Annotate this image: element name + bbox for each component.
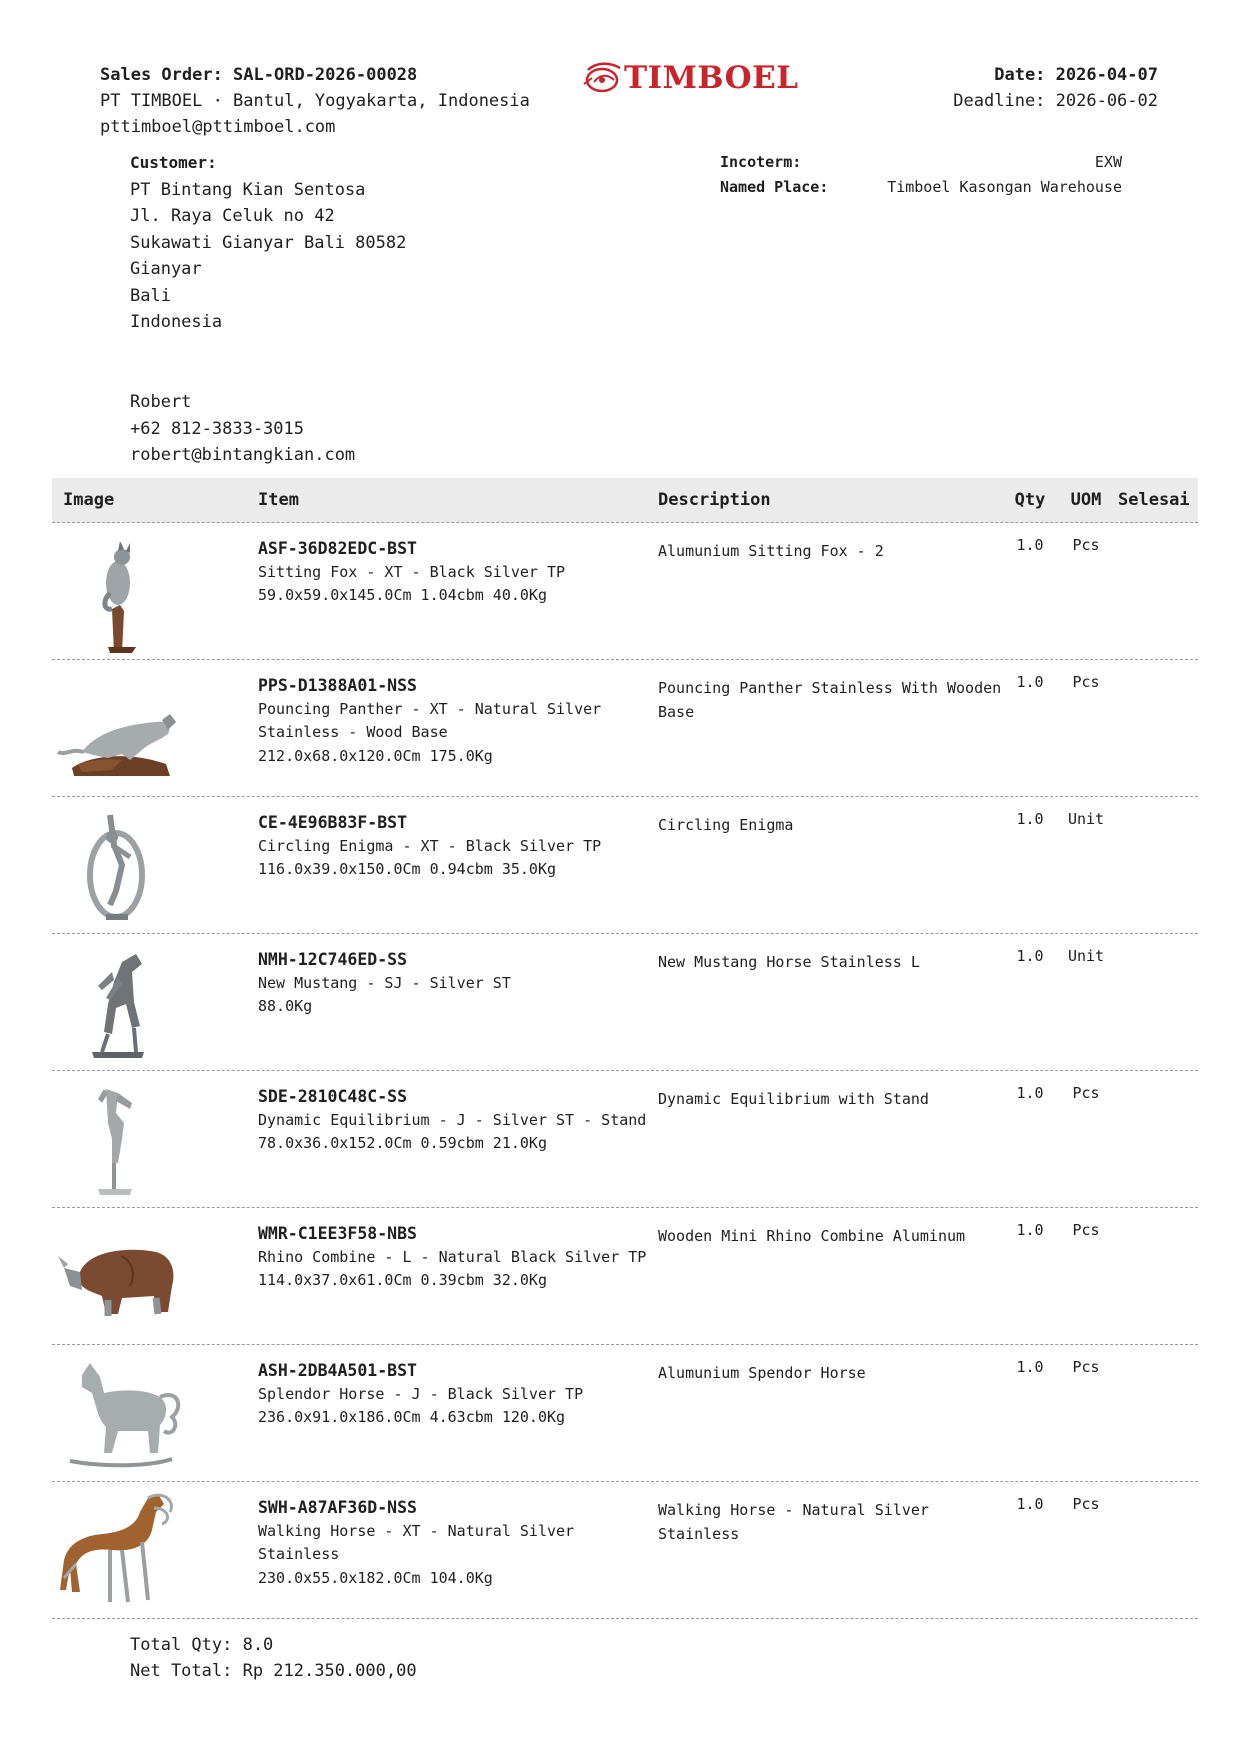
item-cell bbox=[258, 660, 658, 768]
net-total: Net Total: Rp 212.350.000,00 bbox=[130, 1661, 417, 1681]
order-dates bbox=[953, 62, 1158, 114]
item-image-cell bbox=[52, 1482, 258, 1618]
contact-phone: +62 812-3833-3015 bbox=[130, 418, 304, 439]
item-specs: 114.0x37.0x61.0Cm 0.39cbm 32.0Kg bbox=[258, 1271, 547, 1289]
item-qty: 1.0 bbox=[1016, 1495, 1044, 1513]
item-qty: 1.0 bbox=[1016, 673, 1044, 691]
item-description: Alumunium Sitting Fox - 2 bbox=[658, 542, 884, 560]
table-row bbox=[52, 1345, 1198, 1482]
customer-city: Gianyar bbox=[130, 259, 202, 279]
item-name: New Mustang - SJ - Silver ST bbox=[258, 973, 511, 992]
table-row bbox=[52, 934, 1198, 1071]
column-header-uom: UOM bbox=[1070, 490, 1102, 510]
customer-country: Indonesia bbox=[130, 312, 223, 332]
column-header-qty: Qty bbox=[1014, 490, 1046, 510]
customer-block bbox=[130, 150, 406, 336]
item-specs: 212.0x68.0x120.0Cm 175.0Kg bbox=[258, 746, 493, 765]
column-header-image: Image bbox=[63, 490, 115, 510]
item-image-cell bbox=[52, 1208, 258, 1344]
company-address: PT TIMBOEL · Bantul, Yogyakarta, Indonesia bbox=[100, 91, 530, 111]
item-cell bbox=[258, 1482, 658, 1590]
ring-figure-statue-image bbox=[52, 805, 192, 927]
item-specs: 78.0x36.0x152.0Cm 0.59cbm 21.0Kg bbox=[258, 1134, 547, 1152]
item-qty: 1.0 bbox=[1016, 947, 1044, 965]
item-name: Circling Enigma - XT - Black Silver TP bbox=[258, 836, 602, 855]
named-place-value: Timboel Kasongan Warehouse bbox=[887, 178, 1122, 196]
item-description: Pouncing Panther Stainless With Wooden Base bbox=[658, 679, 1002, 721]
item-code: WMR-C1EE3F58-NBS bbox=[258, 1224, 417, 1243]
item-specs: 88.0Kg bbox=[258, 997, 313, 1015]
logo-mark-icon bbox=[580, 58, 624, 98]
table-row bbox=[52, 1071, 1198, 1208]
item-code: SDE-2810C48C-SS bbox=[258, 1087, 408, 1106]
item-code: NMH-12C746ED-SS bbox=[258, 950, 408, 969]
item-specs: 116.0x39.0x150.0Cm 0.94cbm 35.0Kg bbox=[258, 860, 557, 878]
table-row bbox=[52, 660, 1198, 797]
order-deadline: Deadline: 2026-06-02 bbox=[953, 91, 1158, 111]
order-items-table bbox=[52, 478, 1198, 1619]
item-code: ASH-2DB4A501-BST bbox=[258, 1361, 417, 1380]
item-description: New Mustang Horse Stainless L bbox=[658, 953, 920, 971]
incoterm-row bbox=[720, 150, 1122, 175]
item-name: Splendor Horse - J - Black Silver TP bbox=[258, 1384, 584, 1403]
item-name: Walking Horse - XT - Natural Silver Stainless bbox=[258, 1521, 575, 1563]
table-row bbox=[52, 1208, 1198, 1345]
item-cell bbox=[258, 934, 658, 1019]
acrobat-statue-image bbox=[52, 1079, 192, 1201]
column-header-selesai: Selesai bbox=[1118, 490, 1190, 510]
item-name: Pouncing Panther - XT - Natural Silver Stainless - Wood Base bbox=[258, 699, 602, 741]
item-code: SWH-A87AF36D-NSS bbox=[258, 1498, 417, 1517]
item-name: Dynamic Equilibrium - J - Silver ST - Stand bbox=[258, 1110, 647, 1129]
sales-order-number: Sales Order: SAL-ORD-2026-00028 bbox=[100, 65, 418, 85]
total-qty: Total Qty: 8.0 bbox=[130, 1635, 274, 1655]
incoterm-label: Incoterm: bbox=[720, 153, 802, 171]
shipping-terms bbox=[720, 150, 1122, 200]
item-uom: Pcs bbox=[1072, 673, 1100, 691]
item-name: Sitting Fox - XT - Black Silver TP bbox=[258, 562, 566, 581]
item-qty: 1.0 bbox=[1016, 1084, 1044, 1102]
contact-email: robert@bintangkian.com bbox=[130, 445, 356, 465]
timboel-logo bbox=[580, 58, 799, 98]
company-email: pttimboel@pttimboel.com bbox=[100, 117, 336, 137]
item-uom: Unit bbox=[1067, 947, 1105, 965]
item-description: Alumunium Spendor Horse bbox=[658, 1364, 866, 1382]
item-image-cell bbox=[52, 523, 258, 659]
item-specs: 236.0x91.0x186.0Cm 4.63cbm 120.0Kg bbox=[258, 1408, 566, 1426]
item-image-cell bbox=[52, 660, 258, 796]
silver-horse-statue-image bbox=[52, 1353, 192, 1475]
item-image-cell bbox=[52, 797, 258, 933]
table-row bbox=[52, 797, 1198, 934]
item-specs: 59.0x59.0x145.0Cm 1.04cbm 40.0Kg bbox=[258, 586, 547, 604]
panther-statue-image bbox=[52, 668, 192, 790]
item-cell bbox=[258, 523, 658, 608]
item-qty: 1.0 bbox=[1016, 1221, 1044, 1239]
item-description: Wooden Mini Rhino Combine Aluminum bbox=[658, 1227, 966, 1245]
company-header bbox=[100, 62, 530, 140]
contact-name: Robert bbox=[130, 392, 192, 412]
item-uom: Pcs bbox=[1072, 1495, 1100, 1513]
customer-street: Jl. Raya Celuk no 42 bbox=[130, 206, 335, 226]
item-qty: 1.0 bbox=[1016, 1358, 1044, 1376]
order-date: Date: 2026-04-07 bbox=[994, 65, 1158, 85]
column-header-description: Description bbox=[658, 490, 771, 510]
item-image-cell bbox=[52, 1345, 258, 1481]
walking-horse-statue-image bbox=[52, 1490, 192, 1612]
item-uom: Pcs bbox=[1072, 1358, 1100, 1376]
contact-block bbox=[130, 389, 355, 469]
item-specs: 230.0x55.0x182.0Cm 104.0Kg bbox=[258, 1568, 493, 1587]
item-code: CE-4E96B83F-BST bbox=[258, 813, 408, 832]
customer-label: Customer: bbox=[130, 153, 217, 172]
item-name: Rhino Combine - L - Natural Black Silver TP bbox=[258, 1247, 647, 1266]
item-description: Circling Enigma bbox=[658, 816, 794, 834]
table-header bbox=[52, 478, 1198, 523]
item-image-cell bbox=[52, 1071, 258, 1207]
logo-wordmark: TIMBOEL bbox=[624, 60, 799, 96]
item-cell bbox=[258, 1208, 658, 1293]
item-qty: 1.0 bbox=[1016, 810, 1044, 828]
item-uom: Pcs bbox=[1072, 1084, 1100, 1102]
item-description: Walking Horse - Natural Silver Stainless bbox=[658, 1501, 929, 1543]
customer-district: Sukawati Gianyar Bali 80582 bbox=[130, 232, 407, 253]
item-description: Dynamic Equilibrium with Stand bbox=[658, 1090, 929, 1108]
customer-name: PT Bintang Kian Sentosa bbox=[130, 179, 366, 200]
rhino-statue-image bbox=[52, 1216, 192, 1338]
item-qty: 1.0 bbox=[1016, 536, 1044, 554]
item-code: PPS-D1388A01-NSS bbox=[258, 676, 417, 695]
item-uom: Unit bbox=[1067, 810, 1105, 828]
customer-province: Bali bbox=[130, 285, 171, 306]
table-row bbox=[52, 1482, 1198, 1619]
item-cell bbox=[258, 797, 658, 882]
fox-statue-image bbox=[52, 531, 192, 653]
order-totals bbox=[130, 1632, 417, 1684]
named-place-row bbox=[720, 175, 1122, 200]
item-image-cell bbox=[52, 934, 258, 1070]
item-code: ASF-36D82EDC-BST bbox=[258, 539, 417, 558]
item-uom: Pcs bbox=[1072, 1221, 1100, 1239]
item-cell bbox=[258, 1345, 658, 1430]
named-place-label: Named Place: bbox=[720, 178, 829, 196]
item-cell bbox=[258, 1071, 658, 1156]
incoterm-value: EXW bbox=[1094, 153, 1122, 171]
rearing-horse-statue-image bbox=[52, 942, 192, 1064]
table-row bbox=[52, 523, 1198, 660]
item-uom: Pcs bbox=[1072, 536, 1100, 554]
column-header-item: Item bbox=[258, 490, 299, 510]
